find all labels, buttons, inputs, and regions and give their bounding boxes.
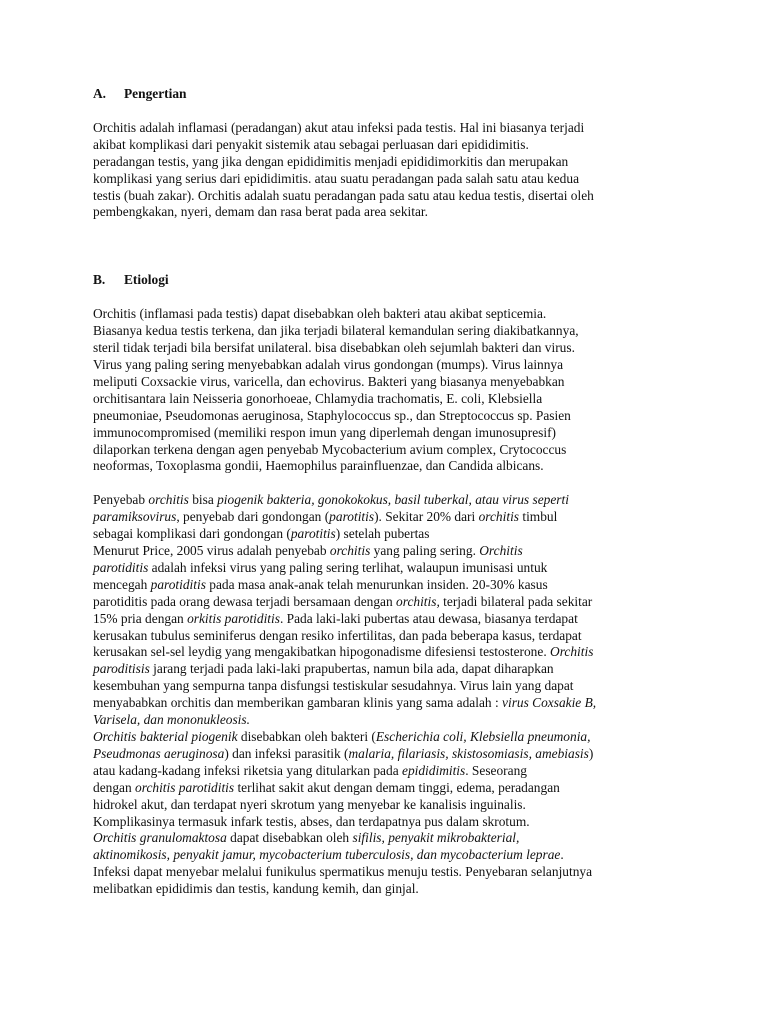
- italic-text-run: orchitis: [329, 543, 371, 559]
- text-run: pada masa anak-anak telah menurunkan insiden. 20-30% kasus: [205, 576, 548, 592]
- text-run: . Pada laki-laki pubertas atau dewasa, biasanya terdapat: [279, 610, 578, 626]
- text-line: [93, 830, 683, 847]
- italic-text-run: Pseudmonas aeruginosa: [93, 745, 225, 761]
- italic-text-run: sifilis, penyakit mikrobakterial,: [352, 830, 520, 846]
- text-line: [93, 678, 683, 695]
- text-line: [93, 814, 683, 831]
- italic-text-run: piogenik bakteria, gonokokokus, basil tuberkal, atau virus seperti: [217, 492, 569, 508]
- section-b-title: Etiologi: [124, 272, 169, 288]
- text-line: [93, 188, 683, 205]
- italic-text-run: virus Coxsakie B,: [502, 695, 597, 711]
- text-line: [93, 204, 683, 221]
- text-line: [93, 154, 683, 171]
- italic-text-run: paroditisis: [93, 661, 150, 677]
- italic-text-run: epididimitis: [402, 762, 466, 778]
- text-line: [93, 577, 683, 594]
- text-run: ) setelah pubertas: [335, 526, 430, 542]
- text-line: [93, 323, 683, 340]
- text-run: immunocompromised (memiliki respon imun yang diperlemah dengan imunosupresif): [93, 424, 557, 440]
- text-run: peradangan testis, yang jika dengan epididimitis menjadi epididimorkitis dan merupakan: [93, 153, 569, 169]
- text-run: kerusakan tubulus seminiferus dengan resiko infertilitas, dan pada beberapa kasus, terdapat: [93, 627, 582, 643]
- section-b-number: B.: [93, 272, 106, 288]
- text-run: akibat komplikasi dari penyakit sistemik atau sebagai perluasan dari epididimitis.: [93, 136, 529, 152]
- text-line: [93, 864, 683, 881]
- text-run: dilaporkan terkena dengan agen penyebab Mycobacterium avium complex, Crytococcus: [93, 441, 567, 457]
- text-line: [93, 425, 683, 442]
- text-run: adalah infeksi virus yang paling sering terlihat, walaupun imunisasi untuk: [148, 559, 548, 575]
- text-run: hidrokel akut, dan terdapat nyeri skrotum yang menyebar ke kanalisis inguinalis.: [93, 796, 526, 812]
- text-line: [93, 171, 683, 188]
- text-line: [93, 560, 683, 577]
- text-line: [93, 628, 683, 645]
- section-a-heading: [93, 86, 683, 103]
- text-line: [93, 458, 683, 475]
- section-a-number: A.: [93, 86, 107, 101]
- text-line: [93, 492, 683, 509]
- text-run: .: [560, 847, 564, 863]
- text-line: [93, 509, 683, 526]
- document-page: [93, 86, 683, 898]
- text-line: [93, 391, 683, 408]
- italic-text-run: Orchitis: [550, 644, 594, 660]
- italic-text-run: Escherichia coli, Klebsiella pneumonia,: [375, 729, 591, 744]
- text-line: [93, 780, 683, 797]
- text-line: [93, 340, 683, 357]
- text-run: meliputi Coxsackie virus, varicella, dan echovirus. Bakteri yang biasanya menyebabkan: [93, 373, 565, 389]
- italic-text-run: orchitis: [478, 509, 519, 525]
- text-run: melibatkan epididimis dan testis, kandung kemih, dan ginjal.: [93, 881, 419, 897]
- text-run: dengan: [93, 779, 136, 795]
- text-run: kesembuhan yang sempurna tanpa disfungsi testiskular sesudahnya. Virus lain yang dapat: [93, 678, 574, 694]
- text-run: bisa: [188, 492, 218, 508]
- text-run: atau kadang-kadang infeksi riketsia yang ditularkan pada: [93, 762, 402, 778]
- text-run: Biasanya kedua testis terkena, dan jika terjadi bilateral kemandulan sering diakibatkannya,: [93, 323, 579, 339]
- italic-text-run: parotiditis: [150, 576, 206, 592]
- text-line: [93, 695, 683, 712]
- text-run: disebabkan oleh bakteri (: [237, 729, 376, 744]
- section-b-paragraph-1: [93, 306, 683, 475]
- text-run: kerusakan sel-sel leydig yang mengakibatkan hipogonadisme difesiensi testosterone.: [93, 644, 551, 660]
- text-run: terjadi bilateral pada sekitar: [439, 593, 593, 609]
- section-b-paragraph-2: [93, 492, 683, 898]
- text-run: pembengkakan, nyeri, demam dan rasa berat pada area sekitar.: [93, 204, 428, 220]
- text-run: steril tidak terjadi bila bersifat unilateral. bisa disebabkan oleh sejumlah bakteri dan virus.: [93, 340, 575, 356]
- text-line: [93, 644, 683, 661]
- text-line: [93, 847, 683, 864]
- section-a-title: Pengertian: [124, 86, 187, 101]
- section-b-heading: [93, 272, 683, 289]
- text-run: Komplikasinya termasuk infark testis, abses, dan terdapatnya pus dalam skrotum.: [93, 813, 530, 829]
- text-run: parotiditis pada orang dewasa terjadi bersamaan dengan: [93, 593, 397, 609]
- text-run: testis (buah zakar). Orchitis adalah suatu peradangan pada satu atau kedua testis, disertai oleh: [93, 187, 594, 203]
- text-run: dapat disebabkan oleh: [226, 830, 353, 846]
- italic-text-run: orchitis parotiditis: [135, 779, 235, 795]
- text-line: [93, 374, 683, 391]
- text-run: . Seseorang: [465, 762, 527, 778]
- italic-text-run: orchitis: [148, 492, 189, 508]
- text-run: yang paling sering.: [370, 543, 480, 559]
- italic-text-run: malaria, filariasis, skistosomiasis, amebiasis: [348, 745, 589, 761]
- text-line: [93, 120, 683, 137]
- text-run: , penyebab dari gondongan (: [176, 509, 330, 525]
- text-line: [93, 594, 683, 611]
- text-run: Penyebab: [93, 492, 149, 508]
- text-line: [93, 746, 683, 763]
- text-line: [93, 408, 683, 425]
- text-run: mencegah: [93, 576, 151, 592]
- section-a-paragraph: [93, 120, 683, 221]
- italic-text-run: parotitis: [329, 509, 375, 525]
- text-run: menyababkan orchitis dan memberikan gambaran klinis yang sama adalah :: [93, 695, 503, 711]
- text-run: ) dan infeksi parasitik (: [224, 745, 349, 761]
- text-run: pneumoniae, Pseudomonas aeruginosa, Staphylococcus sp., dan Streptococcus sp. Pasien: [93, 407, 571, 423]
- text-line: [93, 661, 683, 678]
- italic-text-run: paramiksovirus: [93, 509, 177, 525]
- text-line: [93, 137, 683, 154]
- text-run: terlihat sakit akut dengan demam tinggi, edema, peradangan: [234, 779, 560, 795]
- italic-text-run: orchitis,: [396, 593, 440, 609]
- text-line: [93, 763, 683, 780]
- italic-text-run: orkitis parotiditis: [187, 610, 280, 626]
- text-line: [93, 526, 683, 543]
- text-line: [93, 881, 683, 898]
- text-line: [93, 729, 683, 746]
- text-run: Orchitis adalah inflamasi (peradangan) akut atau infeksi pada testis. Hal ini biasanya terjadi: [93, 119, 585, 135]
- italic-text-run: Varisela, dan mononukleosis.: [93, 712, 250, 728]
- italic-text-run: Orchitis bakterial piogenik: [93, 729, 238, 744]
- text-run: Orchitis (inflamasi pada testis) dapat disebabkan oleh bakteri atau akibat septicemia.: [93, 306, 547, 322]
- text-line: [93, 357, 683, 374]
- text-run: orchitisantara lain Neisseria gonorhoeae, Chlamydia trachomatis, E. coli, Klebsiella: [93, 390, 543, 406]
- text-run: neoformas, Toxoplasma gondii, Haemophilus parainfluenzae, dan Candida albicans.: [93, 458, 544, 474]
- text-run: 15% pria dengan: [93, 610, 188, 626]
- italic-text-run: Orchitis granulomaktosa: [93, 830, 227, 846]
- text-run: Virus yang paling sering menyebabkan adalah virus gondongan (mumps). Virus lainnya: [93, 356, 564, 372]
- text-run: komplikasi yang serius dari epididimitis. atau suatu peradangan pada salah satu atau kedua: [93, 170, 580, 186]
- text-line: [93, 797, 683, 814]
- text-run: Infeksi dapat menyebar melalui funikulus spermatikus menuju testis. Penyebaran selanjutnya: [93, 864, 593, 880]
- text-line: [93, 712, 683, 729]
- text-line: [93, 543, 683, 560]
- text-run: Menurut Price, 2005 virus adalah penyebab: [93, 543, 330, 559]
- text-run: sebagai komplikasi dari gondongan (: [93, 526, 291, 542]
- italic-text-run: Orchitis: [479, 543, 523, 559]
- text-line: [93, 306, 683, 323]
- text-line: [93, 442, 683, 459]
- text-run: ). Sekitar 20% dari: [374, 509, 479, 525]
- text-run: ): [588, 745, 594, 761]
- text-line: [93, 611, 683, 628]
- text-run: jarang terjadi pada laki-laki prapubertas, namun bila ada, dapat diharapkan: [149, 661, 554, 677]
- italic-text-run: aktinomikosis, penyakit jamur, mycobacterium tuberculosis, dan mycobacterium leprae: [93, 847, 561, 863]
- text-run: timbul: [519, 509, 558, 525]
- italic-text-run: parotiditis: [93, 559, 149, 575]
- italic-text-run: parotitis: [290, 526, 336, 542]
